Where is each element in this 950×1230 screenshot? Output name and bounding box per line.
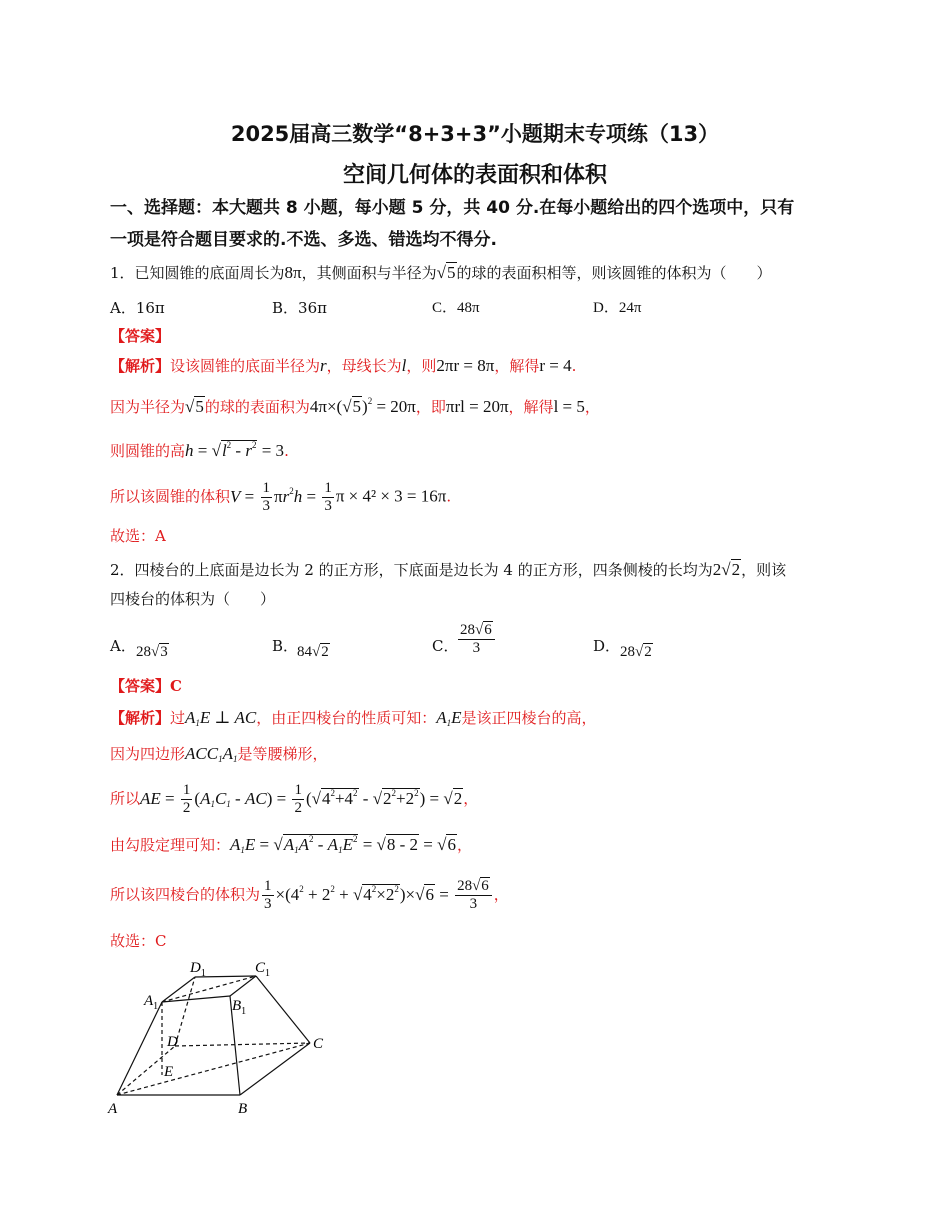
q2-analysis-step1: 【解析】过$A_1E$ ⊥ AC，由正四棱台的性质可知：$A_1E$是该正四棱台的高， [110,708,597,728]
q2-option-d-label: D． [593,637,621,655]
label-D: D [167,1034,178,1050]
q2-option-c-label: C． [432,637,459,655]
section-heading-line1: 一、选择题：本大题共 8 小题，每小题 5 分，共 40 分.在每小题给出的四个选项中，只有 [110,198,795,218]
q1-option-b: B．36π [272,299,327,317]
q1-analysis-step2: 因为半径为√5的球的表面积为$4\pi\times(√5)^2 = 20\pi$，即πrl = 20π，解得l = 5， [110,396,600,416]
label-C: C [313,1036,324,1052]
label-B: B [238,1101,248,1117]
q2-option-d-value: 28√2 [620,644,652,660]
label-D1: $D_1$ [190,960,206,979]
page-subtitle: 空间几何体的表面积和体积 [342,163,607,188]
q2-analysis-step2: 因为四边形$ACC_1A_1$是等腰梯形， [110,744,328,764]
q2-option-c-value: $\frac{28√6}{3}$ [456,622,497,658]
q1-option-c: C．48π [432,300,480,316]
q2-option-b-value: 84√2 [297,644,329,660]
q1-conclusion: 故选：A [110,527,166,545]
q1-analysis-step1: 【解析】设该圆锥的底面半径为r，母线长为l，则2πr = 8π，解得r = 4. [110,356,577,375]
q2-analysis-step5: 所以该四棱台的体积为 $\frac{1}{3}$ $\times(4^2 + 2^2 + √4^2\times 2^2)\times√6$ = $\frac{28√6}{3}$ ， [110,878,509,913]
label-A: A [108,1101,118,1117]
label-A1: $A_1$ [144,993,159,1012]
q1-analysis-step4: 所以该圆锥的体积V = $\frac{1}{3}$ $\pi r^2h$ = $\frac{1}{3}$ π × 4² × 3 = 16π. [110,480,452,515]
label-C1: $C_1$ [255,960,271,979]
label-E: E [164,1064,174,1080]
q2-answer-label: 【答案】C [110,677,182,695]
page-title: 2025届高三数学“8+3+3”小题期末专项练（13） [230,122,720,146]
frustum-figure [100,950,360,1125]
q2-stem-line2: 四棱台的体积为（ ） [110,590,276,608]
q1-stem: 1．已知圆锥的底面周长为8π，其侧面积与半径为√5的球的表面积相等，则该圆锥的体积为（ ） [110,263,772,282]
q1-answer-label: 【答案】 [110,327,171,345]
q2-conclusion: 故选：C [110,932,167,950]
q1-option-a: A．16π [110,299,165,317]
q1-option-d: D．24π [593,300,642,316]
section-heading-line2: 一项是符合题目要求的.不选、多选、错选均不得分. [110,230,497,250]
q2-option-b-label: B． [272,637,299,655]
q2-option-a-value: 28√3 [136,644,168,660]
q2-analysis-step4: 由勾股定理可知：$A_1E = √A_1A^2 - A_1E^2 = √8 - 2 = √6$， [110,834,472,855]
q1-analysis-step3: 则圆锥的高$h = √l^2 - r^2 = 3$. [110,440,289,460]
q2-option-a-label: A． [110,637,136,655]
q2-stem-line1: 2．四棱台的上底面是边长为 2 的正方形，下底面是边长为 4 的正方形，四条侧棱的长均为2√2，则该 [110,560,787,579]
label-B1: $B_1$ [232,998,247,1017]
q2-analysis-step3: 所以AE = $\frac{1}{2}$ $(A_1C_1 - AC)$ = $\frac{1}{2}$ $(√4^2+4^2 - √2^2+2^2) = √2$， [110,782,479,817]
